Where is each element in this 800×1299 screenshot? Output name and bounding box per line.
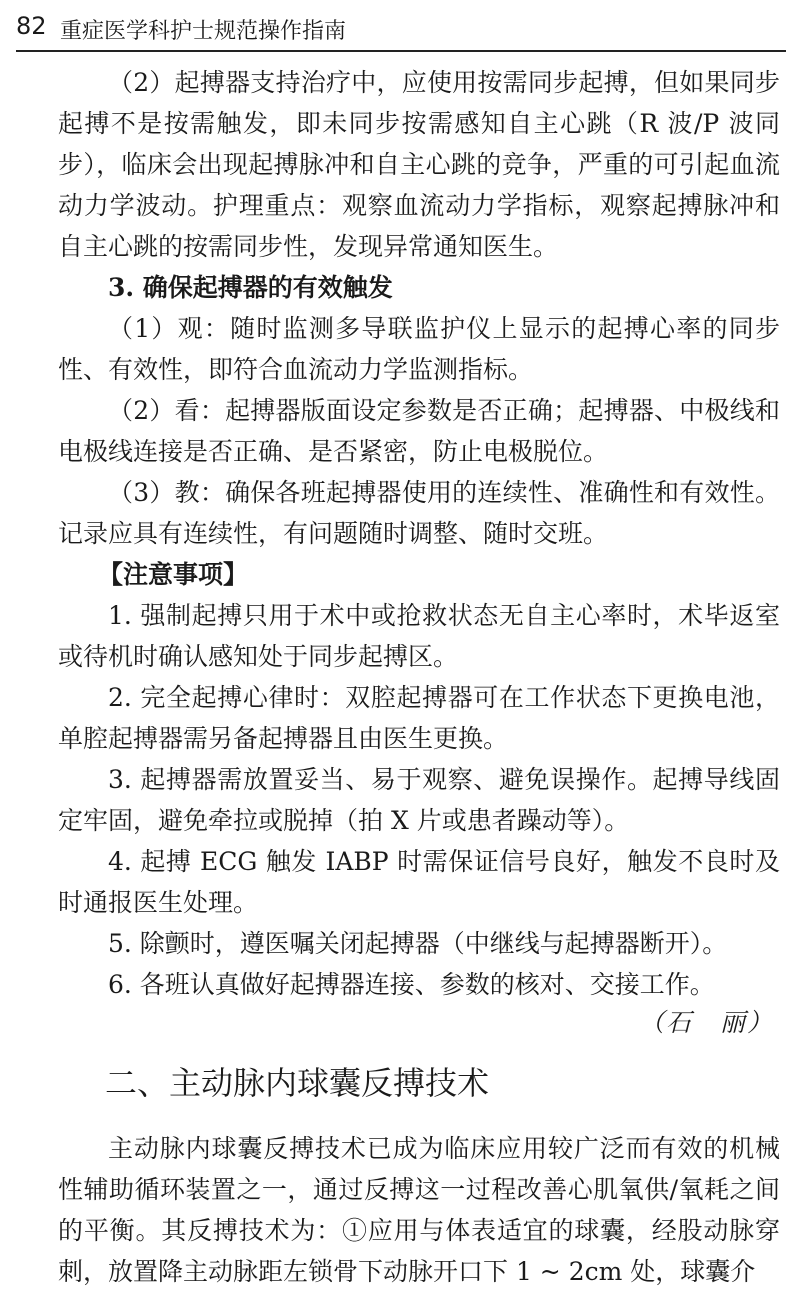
note-item-1: 1. 强制起搏只用于术中或抢救状态无自主心率时，术毕返室或待机时确认感知处于同步起搏区。 <box>58 601 780 671</box>
notes-heading: 【注意事项】 <box>98 560 249 589</box>
section-body <box>58 1128 780 1292</box>
paragraph-teach: （3）教：确保各班起搏器使用的连续性、准确性和有效性。记录应具有连续性，有问题随时调整、随时交班。 <box>58 478 780 548</box>
paragraph-observe: （1）观：随时监测多导联监护仪上显示的起搏心率的同步性、有效性，即符合血流动力学监测指标。 <box>58 314 780 384</box>
note-item-2: 2. 完全起搏心律时：双腔起搏器可在工作状态下更换电池，单腔起搏器需另备起搏器且由医生更换。 <box>58 683 780 753</box>
paragraph-pacing-sync: （2）起搏器支持治疗中，应使用按需同步起搏，但如果同步起搏不是按需触发，即未同步按需感知自主心跳（R 波/P 波同步），临床会出现起搏脉冲和自主心跳的竞争，严重的可引起血流动力学波动。护理重点：观察血流动力学指标，观察起搏脉冲和自主心跳的按需同步性，发现异常通知医生。 <box>58 68 780 261</box>
subheading-effective-trigger: 3. 确保起搏器的有效触发 <box>108 273 393 302</box>
paragraph-iabp-intro: 主动脉内球囊反搏技术已成为临床应用较广泛而有效的机械性辅助循环装置之一，通过反搏这一过程改善心肌氧供/氧耗之间的平衡。其反搏技术为：①应用与体表适宜的球囊，经股动脉穿刺，放置降主动脉距左锁骨下动脉开口下 1 ~ 2cm 处，球囊介 <box>58 1134 780 1286</box>
book-title: 重症医学科护士规范操作指南 <box>60 19 347 44</box>
note-item-6: 6. 各班认真做好起搏器连接、参数的核对、交接工作。 <box>108 970 715 999</box>
body-text <box>58 62 780 1005</box>
author-signature: （石 丽） <box>638 1008 774 1037</box>
running-header <box>16 6 786 52</box>
note-item-4: 4. 起搏 ECG 触发 IABP 时需保证信号良好，触发不良时及时通报医生处理。 <box>58 847 780 917</box>
note-item-3: 3. 起搏器需放置妥当、易于观察、避免误操作。起搏导线固定牢固，避免牵拉或脱掉（拍 X 片或患者躁动等）。 <box>58 765 780 835</box>
note-item-5: 5. 除颤时，遵医嘱关闭起搏器（中继线与起搏器断开）。 <box>108 929 728 958</box>
paragraph-check: （2）看：起搏器版面设定参数是否正确；起搏器、中极线和电极线连接是否正确、是否紧密，防止电极脱位。 <box>58 396 780 466</box>
page-number: 82 <box>16 12 47 40</box>
section-title: 二、主动脉内球囊反搏技术 <box>105 1064 490 1102</box>
